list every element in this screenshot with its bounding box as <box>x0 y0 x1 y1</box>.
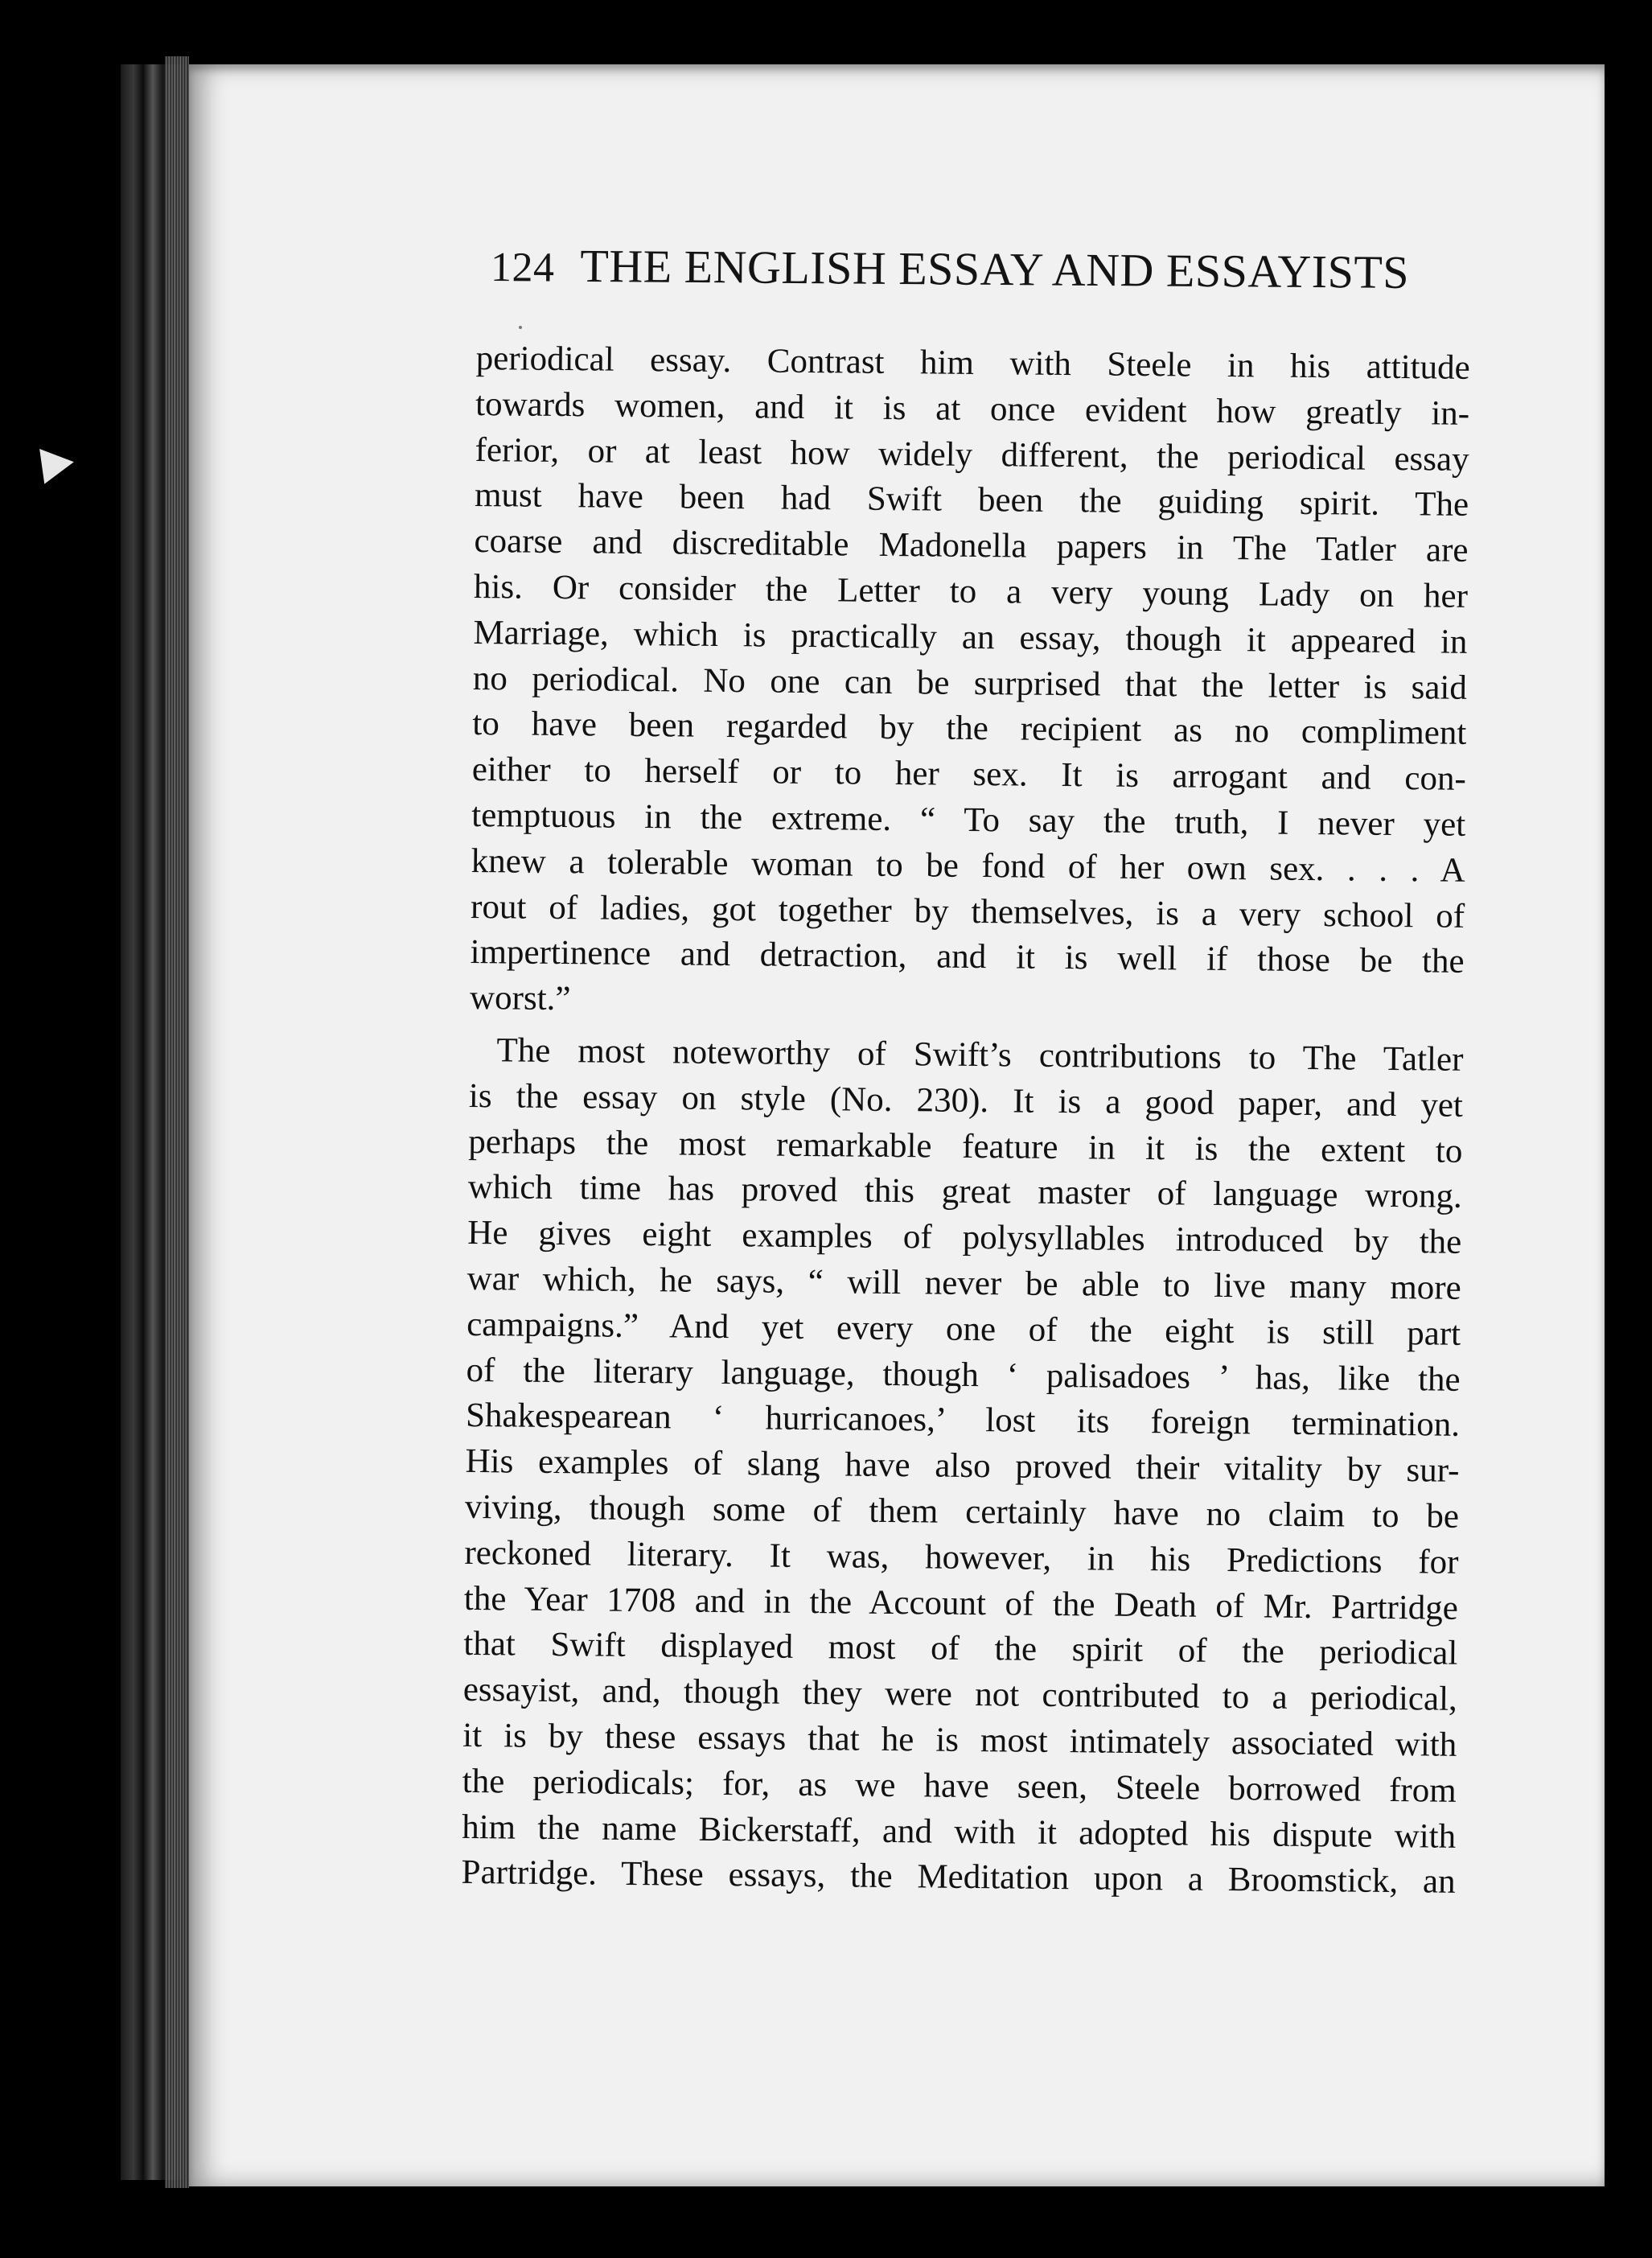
text-line: the periodicals; for, as we have seen, Steele borrowed from <box>462 1762 1457 1810</box>
text-line: essayist, and, though they were not contributed to a periodical, <box>462 1671 1458 1718</box>
text-line: him the name Bickerstaff, and with it adopted his dispute with <box>461 1808 1457 1856</box>
text-line: impertinence and detraction, and it is well if those be the <box>470 933 1465 981</box>
text-line: is the essay on style (No. 230). It is a good paper, and yet <box>468 1076 1464 1125</box>
paragraph-start-line: The most noteworthy of Swift’s contributions to The Tatler <box>496 1031 1464 1079</box>
page-marker-flag <box>39 444 76 483</box>
text-line: to have been regarded by the recipient as no compliment <box>472 705 1467 753</box>
text-line: that Swift displayed most of the spirit of the periodical <box>463 1625 1458 1673</box>
text-line: He gives eight examples of polysyllables introduced by the <box>467 1214 1462 1261</box>
dust-speck <box>519 326 522 329</box>
text-line: towards women, and it is at once evident how greatly in- <box>475 385 1470 433</box>
text-line: periodical essay. Contrast him with Steele in his attitude <box>475 339 1470 387</box>
text-line: which time has proved this great master of language wrong. <box>467 1168 1463 1216</box>
text-line: knew a tolerable woman to be fond of her own sex. . . . A <box>471 841 1465 890</box>
text-line: Shakespearean ‘ hurricanoes,’ lost its foreign termination. <box>465 1396 1461 1445</box>
text-line: campaigns.” And yet every one of the eight is still part <box>466 1305 1461 1353</box>
text-line: ferior, or at least how widely different, the periodical essay <box>475 430 1469 479</box>
text-line: the Year 1708 and in the Account of the Death of Mr. Partridge <box>463 1579 1459 1627</box>
text-line: Partridge. These essays, the Meditation upon a Broomstick, an <box>461 1853 1456 1902</box>
text-line: his. Or consider the Letter to a very young Lady on her <box>473 567 1469 615</box>
running-title: THE ENGLISH ESSAY AND ESSAYISTS <box>580 239 1410 298</box>
text-line: rout of ladies, got together by themselves, is a very school of <box>470 887 1465 936</box>
page-number: 124 <box>490 245 555 291</box>
page-edges <box>165 56 189 2188</box>
text-line: perhaps the most remarkable feature in it is the extent to <box>468 1122 1463 1170</box>
text-line: worst.” <box>469 979 571 1018</box>
text-line: Marriage, which is practically an essay, though it appeared in <box>473 613 1468 661</box>
text-line: no periodical. No one can be surprised that the letter is said <box>472 659 1468 707</box>
text-line: viving, though some of them certainly have no claim to be <box>464 1487 1460 1536</box>
text-line: of the literary language, though ‘ palisadoes ’ has, like the <box>466 1351 1461 1399</box>
text-line: His examples of slang have also proved their vitality by sur- <box>465 1442 1460 1490</box>
text-line: war which, he says, “ will never be able to live many more <box>466 1259 1461 1307</box>
text-line: reckoned literary. It was, however, in his Predictions for <box>464 1533 1459 1581</box>
running-head <box>491 238 1448 299</box>
body-text <box>461 336 1470 1906</box>
text-line: must have been had Swift been the guiding spirit. The <box>474 476 1469 524</box>
text-line: coarse and discreditable Madonella papers in The Tatler are <box>474 522 1469 570</box>
text-line: either to herself or to her sex. It is arrogant and con- <box>471 751 1466 799</box>
text-line: it is by these essays that he is most intimately associated with <box>462 1716 1457 1764</box>
text-line: temptuous in the extreme. “ To say the truth, I never yet <box>471 796 1466 844</box>
